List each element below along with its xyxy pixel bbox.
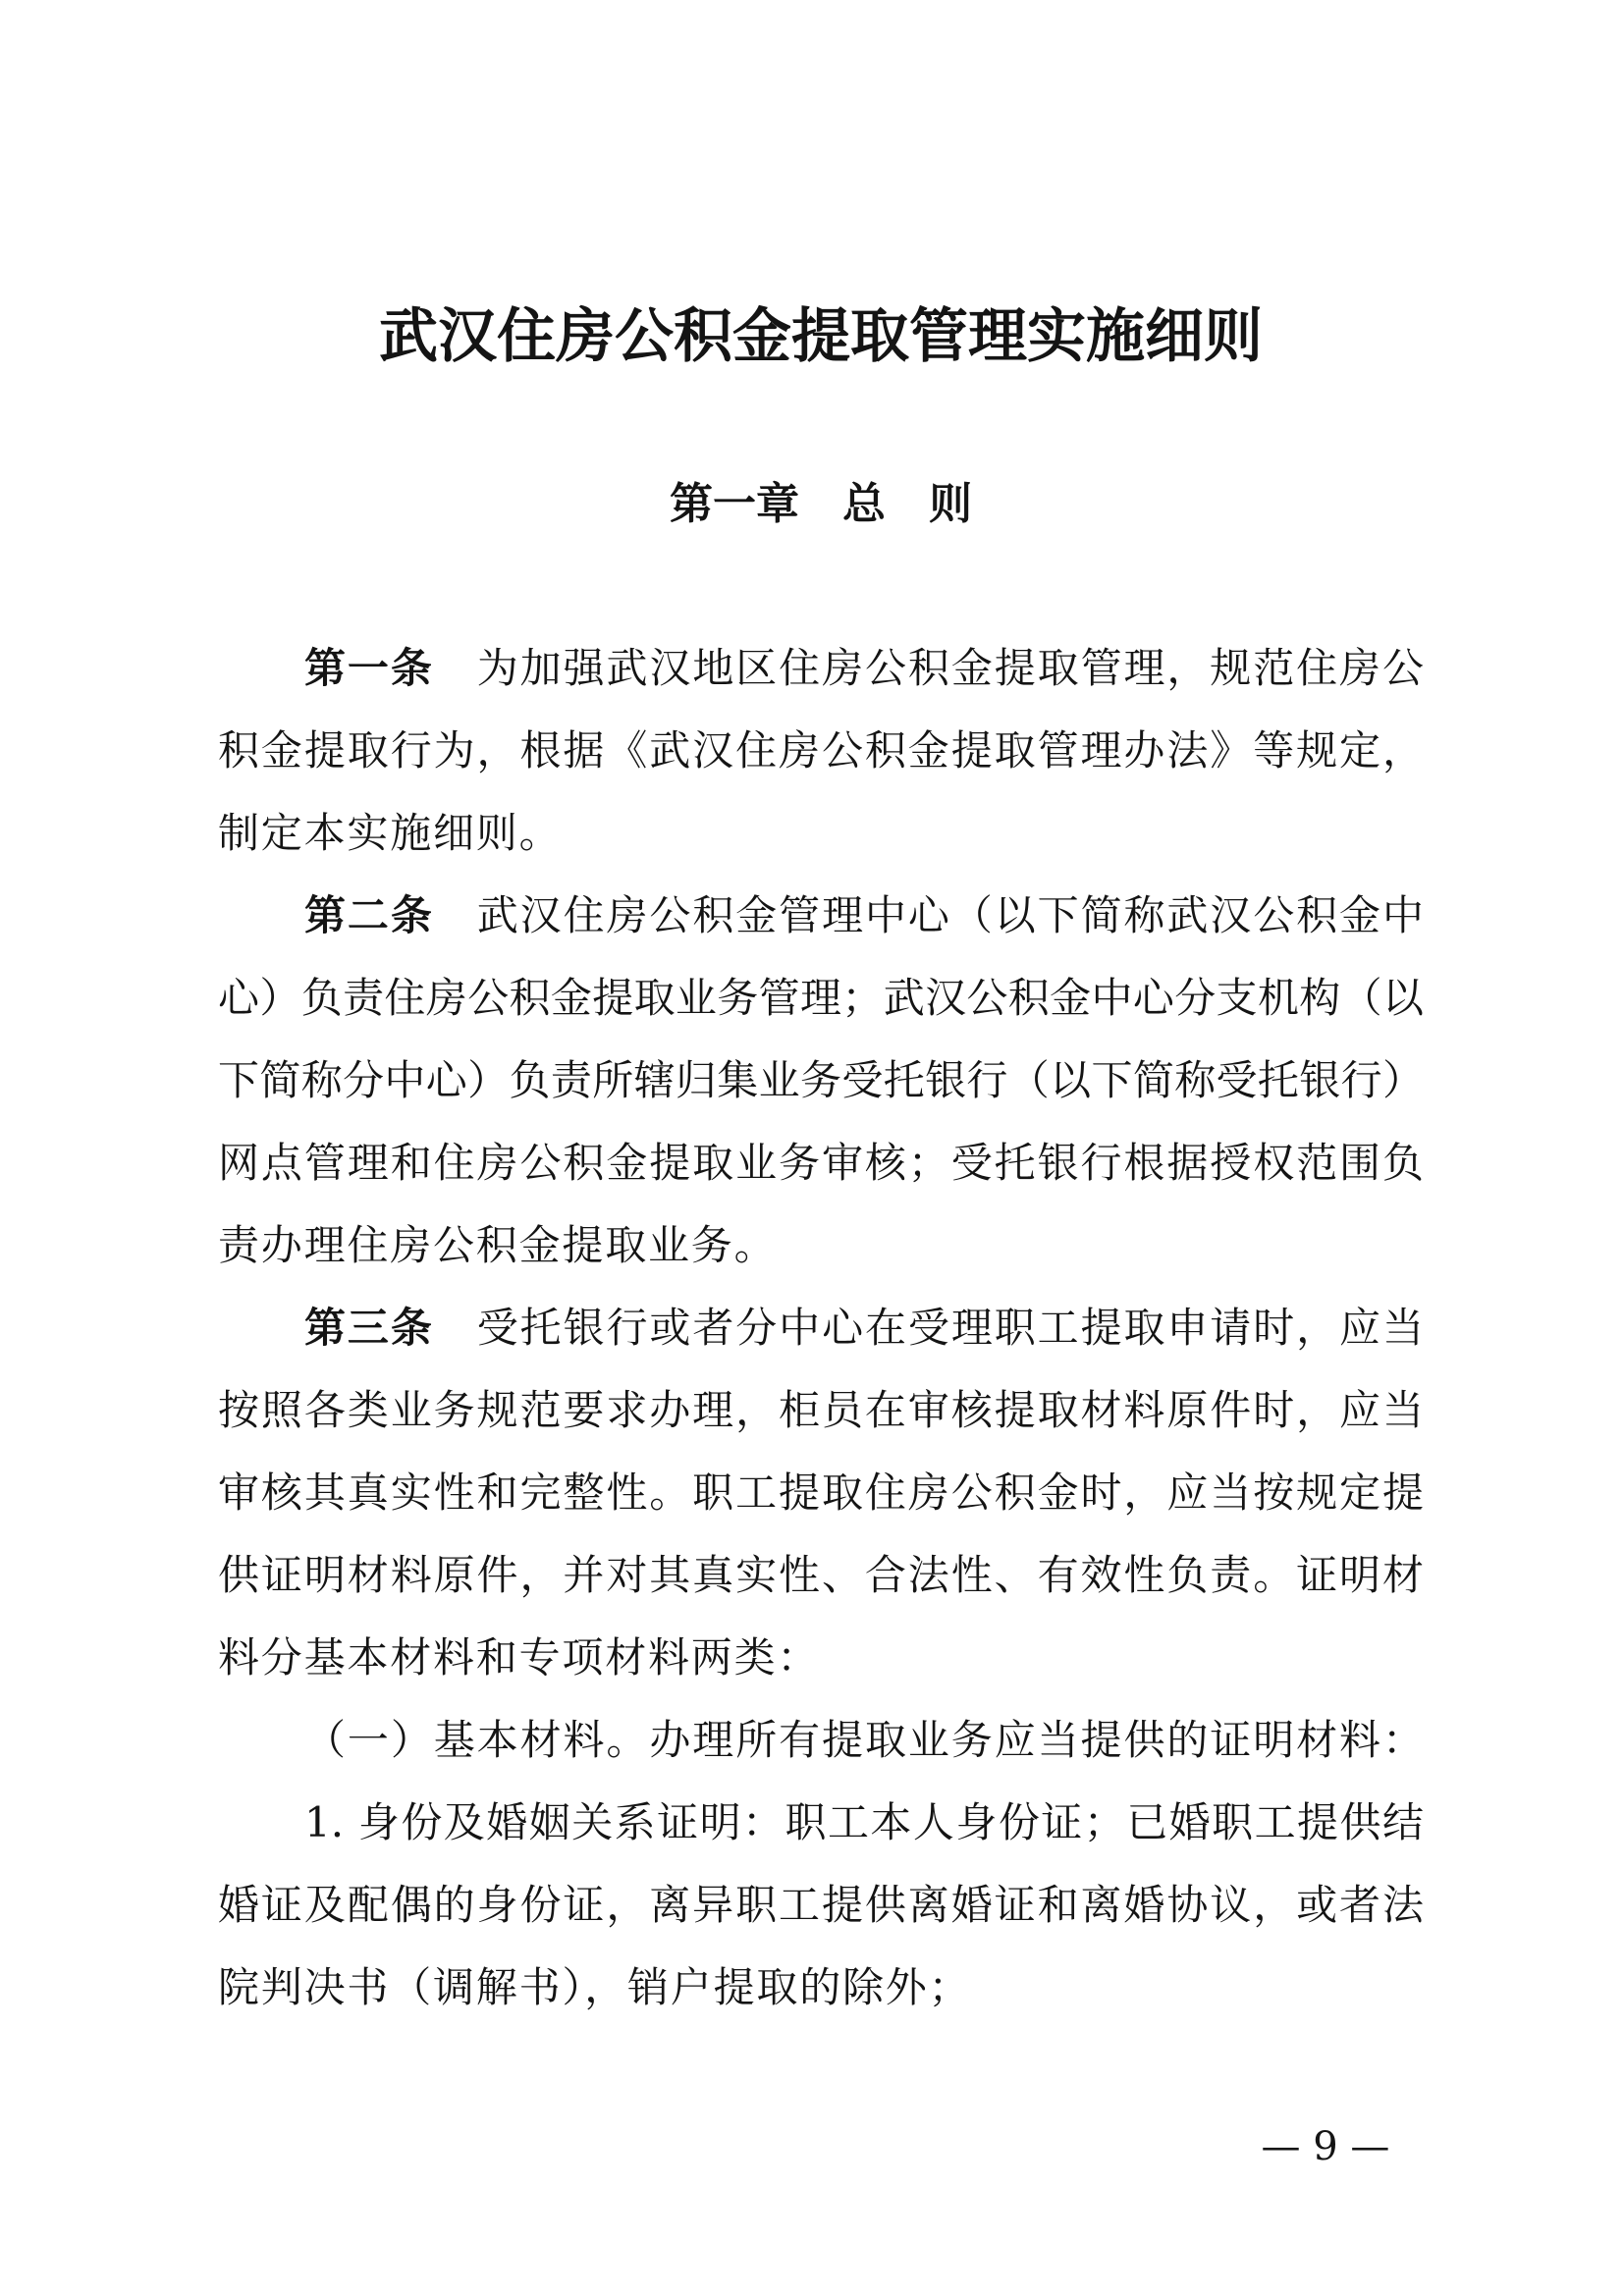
article-1-line-3: 制定本实施细则。 — [218, 809, 563, 857]
article-3-label: 第三条 — [304, 1304, 434, 1352]
subsection-line — [218, 1699, 1424, 1782]
page-number: — 9 — — [1261, 2124, 1390, 2169]
article-3-line-4: 供证明材料原件，并对其真实性、合法性、有效性负责。证明材 — [218, 1551, 1424, 1599]
article-1-line-1 — [218, 627, 1424, 710]
article-2-line-3: 下简称分中心）负责所辖归集业务受托银行（以下简称受托银行） — [218, 1056, 1424, 1104]
article-1-text: 为加强武汉地区住房公积金提取管理，规范住房公 — [476, 644, 1424, 692]
subsection-text: 办理所有提取业务应当提供的证明材料： — [649, 1716, 1424, 1764]
document-title: 武汉住房公积金提取管理实施细则 — [379, 302, 1263, 371]
item-1-line-2: 婚证及配偶的身份证，离异职工提供离婚证和离婚协议，或者法 — [218, 1881, 1424, 1929]
subsection-label: （一）基本材料。 — [304, 1716, 650, 1764]
article-1-line-2: 积金提取行为，根据《武汉住房公积金提取管理办法》等规定， — [218, 726, 1424, 774]
chapter-heading: 第一章 总 则 — [670, 479, 972, 529]
item-1-line-3: 院判决书（调解书），销户提取的除外； — [218, 1963, 972, 2011]
article-3-line-3: 审核其真实性和完整性。职工提取住房公积金时，应当按规定提 — [218, 1468, 1424, 1517]
article-2-line-1 — [218, 875, 1424, 957]
document-body — [218, 627, 1424, 2029]
article-3-text: 受托银行或者分中心在受理职工提取申请时，应当 — [476, 1304, 1424, 1352]
item-1-line-1: 1. 身份及婚姻关系证明：职工本人身份证；已婚职工提供结 — [304, 1798, 1424, 1846]
article-3-line-1 — [218, 1287, 1424, 1369]
article-2-label: 第二条 — [304, 891, 434, 939]
article-3-line-5: 料分基本材料和专项材料两类： — [218, 1633, 821, 1682]
article-2-line-4: 网点管理和住房公积金提取业务审核；受托银行根据授权范围负 — [218, 1139, 1424, 1187]
article-1-label: 第一条 — [304, 644, 434, 692]
article-2-line-5: 责办理住房公积金提取业务。 — [218, 1221, 778, 1269]
article-3-line-2: 按照各类业务规范要求办理，柜员在审核提取材料原件时，应当 — [218, 1386, 1424, 1434]
article-2-text: 武汉住房公积金管理中心（以下简称武汉公积金中 — [476, 891, 1424, 939]
article-2-line-2: 心）负责住房公积金提取业务管理；武汉公积金中心分支机构（以 — [218, 974, 1424, 1022]
